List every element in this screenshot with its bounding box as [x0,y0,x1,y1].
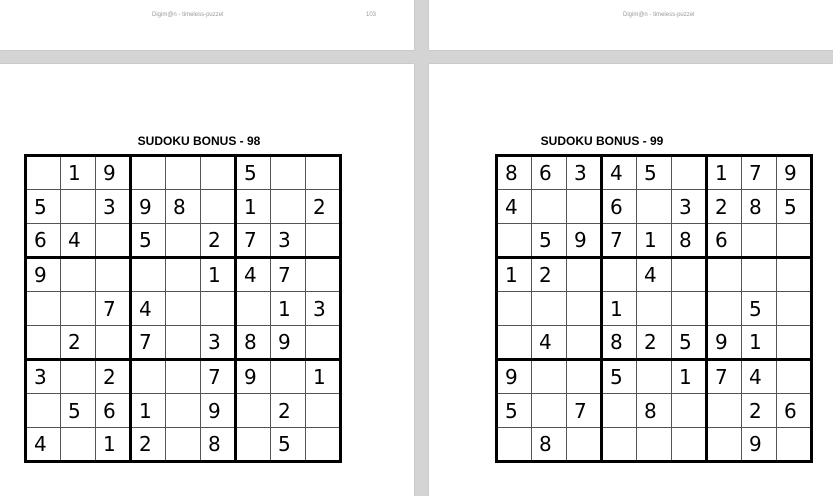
grid-cell: 9 [497,360,532,394]
grid-cell [602,258,637,292]
sudoku-grid [495,154,813,463]
grid-cell: 5 [532,224,567,258]
grid-cell [637,292,672,326]
grid-cell [131,156,166,190]
grid-cell: 5 [271,428,306,462]
grid-cell [707,428,742,462]
grid-cell [166,292,201,326]
grid-cell [497,326,532,360]
grid-cell: 8 [201,428,236,462]
grid-cell [777,428,812,462]
grid-cell [96,224,131,258]
sudoku-grid [24,154,342,463]
puzzle-title: SUDOKU BONUS - 99 [540,134,664,148]
grid-cell [306,224,341,258]
grid-cell: 9 [777,156,812,190]
grid-cell [201,190,236,224]
grid-row [497,326,812,360]
grid-cell [672,428,707,462]
grid-cell [742,258,777,292]
grid-cell: 5 [602,360,637,394]
grid-cell: 6 [26,224,61,258]
grid-cell [61,428,96,462]
grid-cell: 6 [532,156,567,190]
grid-cell: 2 [742,394,777,428]
grid-cell [777,258,812,292]
grid-cell: 7 [602,224,637,258]
grid-cell: 2 [131,428,166,462]
grid-cell: 1 [637,224,672,258]
grid-row [26,326,341,360]
grid-cell: 7 [236,224,271,258]
grid-cell: 9 [271,326,306,360]
grid-cell [306,156,341,190]
grid-cell: 3 [26,360,61,394]
grid-cell [672,258,707,292]
puzzle-title: SUDOKU BONUS - 98 [137,134,261,148]
page-footer-text: Digim@n - timeless-puzzel [152,12,224,18]
grid-cell [567,292,602,326]
grid-cell: 3 [96,190,131,224]
grid-cell: 5 [742,292,777,326]
top-left-page [0,0,414,50]
grid-cell [96,258,131,292]
grid-cell: 1 [96,428,131,462]
grid-row [497,394,812,428]
grid-cell [26,292,61,326]
grid-cell [271,190,306,224]
grid-cell: 7 [201,360,236,394]
grid-cell: 1 [602,292,637,326]
grid-row [497,190,812,224]
grid-cell: 4 [497,190,532,224]
grid-cell [602,428,637,462]
grid-cell [672,292,707,326]
grid-cell [672,156,707,190]
grid-row [26,394,341,428]
grid-cell [61,258,96,292]
grid-cell: 8 [637,394,672,428]
grid-cell [96,326,131,360]
grid-cell: 5 [61,394,96,428]
grid-cell [26,326,61,360]
grid-cell [271,360,306,394]
grid-cell [637,190,672,224]
grid-cell: 9 [96,156,131,190]
page-footer-text: Digim@n - timeless-puzzel [623,12,695,18]
grid-cell: 8 [497,156,532,190]
grid-cell: 7 [271,258,306,292]
grid-cell: 4 [637,258,672,292]
grid-cell: 2 [61,326,96,360]
grid-cell: 4 [131,292,166,326]
grid-cell: 9 [707,326,742,360]
grid-cell [777,292,812,326]
grid-cell [201,156,236,190]
grid-cell: 3 [567,156,602,190]
grid-cell [532,190,567,224]
grid-cell [131,258,166,292]
grid-cell [306,428,341,462]
grid-cell: 9 [567,224,602,258]
grid-cell: 1 [61,156,96,190]
grid-cell: 9 [131,190,166,224]
grid-cell: 9 [742,428,777,462]
grid-cell: 4 [742,360,777,394]
grid-cell: 7 [131,326,166,360]
grid-cell [61,292,96,326]
grid-cell: 4 [26,428,61,462]
grid-row [26,258,341,292]
grid-cell: 2 [707,190,742,224]
grid-cell: 9 [236,360,271,394]
grid-cell [236,394,271,428]
grid-row [497,428,812,462]
grid-cell [166,360,201,394]
grid-cell: 7 [742,156,777,190]
grid-cell [567,258,602,292]
grid-cell [567,428,602,462]
grid-cell: 1 [742,326,777,360]
grid-row [497,258,812,292]
grid-cell [306,326,341,360]
grid-cell: 2 [96,360,131,394]
grid-cell [497,428,532,462]
grid-cell: 8 [166,190,201,224]
grid-cell: 2 [271,394,306,428]
grid-cell: 3 [306,292,341,326]
grid-cell: 8 [742,190,777,224]
grid-cell: 1 [672,360,707,394]
grid-cell [271,156,306,190]
grid-cell: 2 [532,258,567,292]
left-page [0,64,414,496]
grid-cell [236,428,271,462]
grid-cell: 1 [131,394,166,428]
grid-cell: 8 [236,326,271,360]
grid-cell [637,360,672,394]
grid-cell: 8 [602,326,637,360]
grid-cell [707,394,742,428]
grid-cell [567,190,602,224]
grid-cell [166,326,201,360]
grid-cell: 6 [777,394,812,428]
top-right-page [429,0,833,50]
grid-cell [497,224,532,258]
grid-row [26,224,341,258]
grid-cell [602,394,637,428]
grid-cell: 1 [707,156,742,190]
grid-cell [707,292,742,326]
grid-cell [166,224,201,258]
page-number: 103 [366,12,377,18]
grid-cell: 1 [271,292,306,326]
grid-row [497,224,812,258]
grid-cell: 3 [201,326,236,360]
grid-row [26,156,341,190]
grid-cell [567,326,602,360]
grid-row [26,428,341,462]
grid-row [26,292,341,326]
grid-cell: 5 [497,394,532,428]
grid-cell [707,258,742,292]
grid-cell [166,394,201,428]
grid-cell: 5 [131,224,166,258]
grid-cell [201,292,236,326]
grid-cell: 5 [26,190,61,224]
grid-cell: 8 [672,224,707,258]
grid-cell [306,258,341,292]
grid-row [26,190,341,224]
grid-cell: 6 [96,394,131,428]
grid-cell [166,258,201,292]
grid-cell [497,292,532,326]
grid-cell: 6 [602,190,637,224]
grid-row [497,292,812,326]
grid-cell: 4 [236,258,271,292]
right-page [429,64,833,496]
grid-cell: 8 [532,428,567,462]
grid-cell: 2 [201,224,236,258]
grid-cell [532,394,567,428]
grid-cell: 7 [707,360,742,394]
grid-cell [166,428,201,462]
grid-cell [166,156,201,190]
grid-cell: 9 [201,394,236,428]
grid-cell [131,360,166,394]
grid-cell: 2 [306,190,341,224]
grid-cell: 5 [637,156,672,190]
grid-cell: 3 [672,190,707,224]
grid-cell: 5 [672,326,707,360]
grid-cell: 7 [567,394,602,428]
grid-cell: 1 [497,258,532,292]
grid-cell: 2 [637,326,672,360]
grid-cell [672,394,707,428]
grid-cell [777,224,812,258]
grid-row [26,360,341,394]
grid-cell [236,292,271,326]
grid-cell [532,360,567,394]
grid-cell [61,360,96,394]
grid-cell [777,326,812,360]
grid-cell: 7 [96,292,131,326]
grid-cell: 5 [236,156,271,190]
grid-cell [567,360,602,394]
grid-cell [26,394,61,428]
grid-cell: 1 [236,190,271,224]
grid-cell: 5 [777,190,812,224]
grid-cell: 1 [306,360,341,394]
grid-cell: 9 [26,258,61,292]
grid-cell [61,190,96,224]
grid-cell: 1 [201,258,236,292]
grid-cell: 4 [61,224,96,258]
grid-cell [742,224,777,258]
grid-cell: 3 [271,224,306,258]
grid-cell [637,428,672,462]
grid-cell [306,394,341,428]
grid-cell [26,156,61,190]
grid-row [497,156,812,190]
grid-cell [532,292,567,326]
grid-row [497,360,812,394]
grid-cell: 4 [532,326,567,360]
grid-cell [777,360,812,394]
grid-cell: 6 [707,224,742,258]
grid-cell: 4 [602,156,637,190]
